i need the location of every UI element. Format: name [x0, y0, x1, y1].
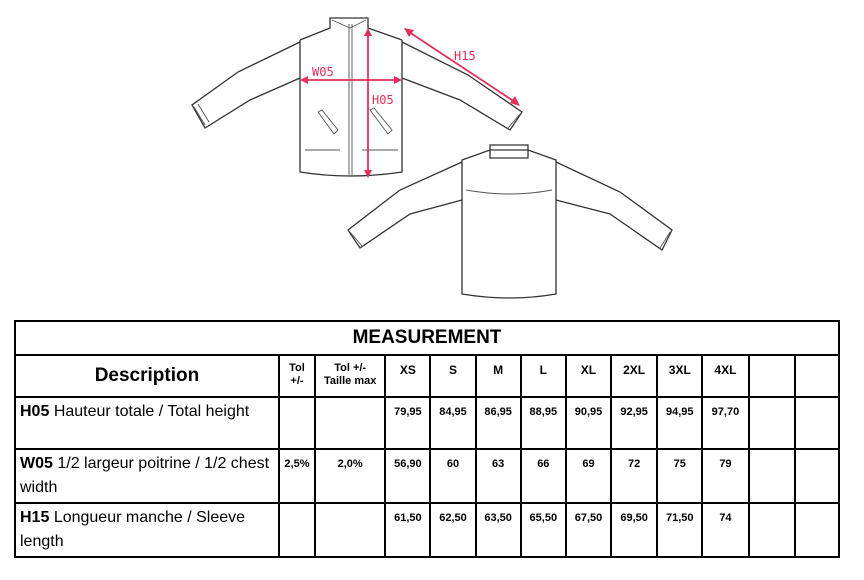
row-tol — [279, 397, 315, 449]
value-xs: 56,90 — [385, 449, 430, 503]
row-tol-max — [315, 397, 385, 449]
value-s: 84,95 — [430, 397, 475, 449]
value-s: 62,50 — [430, 503, 475, 557]
table-header-row — [15, 355, 839, 397]
header-tol — [279, 355, 315, 397]
value-3xl: 94,95 — [657, 397, 702, 449]
value-l: 88,95 — [521, 397, 566, 449]
row-code: H05 — [20, 403, 50, 420]
value-xs: 79,95 — [385, 397, 430, 449]
value-s: 60 — [430, 449, 475, 503]
row-text: 1/2 largeur poitrine / 1/2 chest width — [20, 455, 270, 496]
table-title-row — [15, 321, 839, 355]
row-tol-max — [315, 503, 385, 557]
value-4xl: 79 — [702, 449, 748, 503]
row-text: Hauteur totale / Total height — [53, 403, 250, 420]
row-code: W05 — [20, 455, 53, 472]
value-m: 63 — [476, 449, 521, 503]
value-empty-1 — [749, 397, 795, 449]
header-size-2xl: 2XL — [611, 355, 657, 397]
value-xl: 90,95 — [566, 397, 611, 449]
value-l: 65,50 — [521, 503, 566, 557]
header-size-empty-1 — [749, 355, 795, 397]
jacket-back-view — [348, 145, 672, 298]
table-row-h15 — [15, 503, 839, 557]
table-row-w05 — [15, 449, 839, 503]
row-tol: 2,5% — [279, 449, 315, 503]
value-4xl: 97,70 — [702, 397, 748, 449]
row-description — [15, 503, 279, 557]
header-size-xl: XL — [566, 355, 611, 397]
value-xs: 61,50 — [385, 503, 430, 557]
header-size-xs: XS — [385, 355, 430, 397]
row-tol — [279, 503, 315, 557]
value-empty-2 — [795, 397, 839, 449]
header-tol-max-line1: Tol +/- — [334, 362, 367, 374]
header-size-3xl: 3XL — [657, 355, 702, 397]
value-l: 66 — [521, 449, 566, 503]
table-title: MEASUREMENT — [15, 321, 839, 355]
header-size-s: S — [430, 355, 475, 397]
header-size-l: L — [521, 355, 566, 397]
row-tol-max: 2,0% — [315, 449, 385, 503]
value-empty-1 — [749, 503, 795, 557]
label-h15: H15 — [454, 49, 476, 63]
jacket-front-view — [192, 18, 522, 176]
row-text: Longueur manche / Sleeve length — [20, 509, 246, 550]
value-m: 63,50 — [476, 503, 521, 557]
header-size-m: M — [476, 355, 521, 397]
value-m: 86,95 — [476, 397, 521, 449]
value-3xl: 75 — [657, 449, 702, 503]
table-row-h05 — [15, 397, 839, 449]
label-w05: W05 — [312, 65, 334, 79]
header-size-4xl: 4XL — [702, 355, 748, 397]
value-4xl: 74 — [702, 503, 748, 557]
row-code: H15 — [20, 509, 50, 526]
header-tol-line2: +/- — [290, 375, 304, 387]
value-2xl: 72 — [611, 449, 657, 503]
header-tol-max — [315, 355, 385, 397]
measurement-lines — [300, 28, 520, 178]
header-tol-line1: Tol — [289, 362, 305, 374]
row-description — [15, 397, 279, 449]
value-3xl: 71,50 — [657, 503, 702, 557]
row-description — [15, 449, 279, 503]
label-h05: H05 — [372, 93, 394, 107]
measurement-table — [14, 320, 840, 558]
value-empty-2 — [795, 503, 839, 557]
value-2xl: 69,50 — [611, 503, 657, 557]
value-xl: 67,50 — [566, 503, 611, 557]
value-empty-2 — [795, 449, 839, 503]
header-size-empty-2 — [795, 355, 839, 397]
value-empty-1 — [749, 449, 795, 503]
value-xl: 69 — [566, 449, 611, 503]
header-description: Description — [15, 355, 279, 397]
header-tol-max-line2: Taille max — [323, 375, 377, 387]
value-2xl: 92,95 — [611, 397, 657, 449]
